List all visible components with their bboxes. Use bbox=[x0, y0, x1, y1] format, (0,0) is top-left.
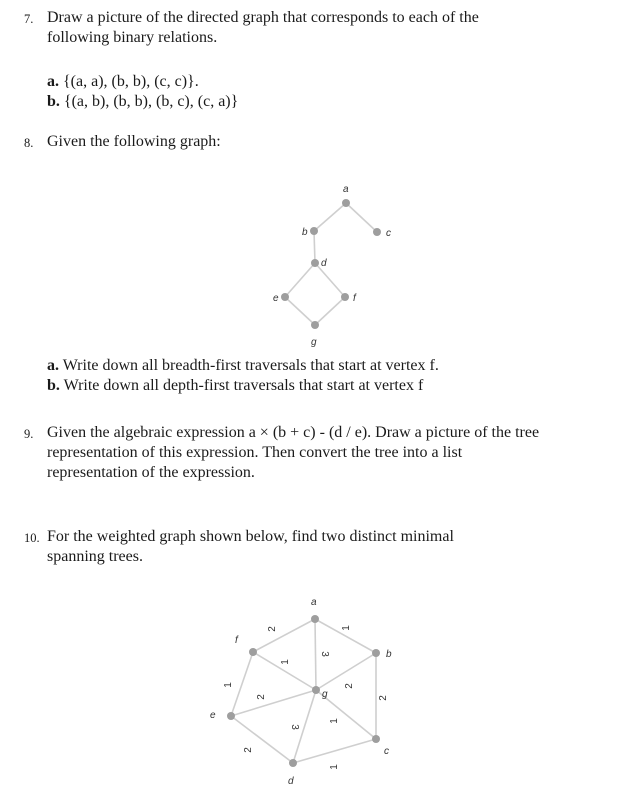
vertex-label-d: d bbox=[321, 258, 327, 269]
question-text-line: Draw a picture of the directed graph that corresponds to each of the bbox=[47, 9, 479, 26]
edge-d-c bbox=[293, 739, 376, 763]
vertex-label-e: e bbox=[210, 710, 216, 721]
vertex-c bbox=[372, 735, 380, 743]
question-text-line: representation of the expression. bbox=[47, 464, 255, 481]
subitem-text: Write down all breadth-first traversals that start at vertex f. bbox=[62, 357, 439, 374]
edge-weight: 3 bbox=[319, 651, 330, 657]
subitem-text: {(a, a), (b, b), (c, c)}. bbox=[63, 73, 199, 90]
graph-q10-edges bbox=[231, 619, 376, 763]
vertex-label-g: g bbox=[322, 689, 328, 700]
subitem-text: Write down all depth-first traversals that start at vertex f bbox=[63, 377, 424, 394]
subitem-label: b. bbox=[47, 93, 60, 110]
edge-weight: 1 bbox=[341, 625, 352, 631]
vertex-label-d: d bbox=[288, 776, 294, 787]
edge-weight: 1 bbox=[329, 718, 340, 724]
edge-weight: 2 bbox=[256, 694, 267, 700]
question-text-line: For the weighted graph shown below, find two distinct minimal bbox=[47, 528, 454, 545]
subitem-label: a. bbox=[47, 357, 59, 374]
vertex-e bbox=[227, 712, 235, 720]
vertex-g bbox=[312, 686, 320, 694]
vertex-label-a: a bbox=[311, 597, 317, 608]
edge-weight: 2 bbox=[344, 683, 355, 689]
question-text-line: following binary relations. bbox=[47, 29, 218, 46]
subitem-label: b. bbox=[47, 377, 60, 394]
vertex-label-f: f bbox=[235, 635, 238, 646]
edge-a-g bbox=[315, 619, 316, 690]
edge-a-b bbox=[315, 619, 376, 653]
question-text-line: Given the following graph: bbox=[47, 133, 221, 150]
question-number: 8. bbox=[24, 136, 34, 150]
question-text-line: representation of this expression. Then convert the tree into a list bbox=[47, 444, 463, 461]
edge-f-a bbox=[253, 619, 315, 652]
edge-weight: 1 bbox=[280, 659, 291, 665]
question-text-line: spanning trees. bbox=[47, 548, 143, 565]
edge-e-g bbox=[231, 690, 316, 716]
edge-weight: 3 bbox=[289, 724, 300, 730]
question-number: 9. bbox=[24, 427, 34, 441]
edge-weight: 2 bbox=[243, 747, 254, 753]
vertex-label-b: b bbox=[386, 649, 392, 660]
vertex-b bbox=[372, 649, 380, 657]
vertex-label-b: b bbox=[302, 227, 308, 238]
vertex-label-c: c bbox=[384, 746, 389, 757]
subitem-text: {(a, b), (b, b), (b, c), (c, a)} bbox=[63, 93, 239, 110]
edge-weight: 1 bbox=[329, 764, 340, 770]
graph-q10-vertex-labels bbox=[210, 597, 392, 787]
vertex-label-f: f bbox=[353, 293, 356, 304]
vertex-d bbox=[289, 759, 297, 767]
edge-weight: 2 bbox=[267, 626, 278, 632]
edge-weight: 2 bbox=[378, 695, 389, 701]
edge-f-e bbox=[231, 652, 253, 716]
vertex-label-a: a bbox=[343, 184, 349, 195]
vertex-f bbox=[249, 648, 257, 656]
vertex-label-g: g bbox=[311, 337, 317, 348]
edge-e-d bbox=[231, 716, 293, 763]
question-number: 10. bbox=[24, 531, 40, 545]
question-text-line: Given the algebraic expression a × (b + c) - (d / e). Draw a picture of the tree bbox=[47, 424, 540, 441]
question-number: 7. bbox=[24, 12, 34, 26]
vertex-label-c: c bbox=[386, 228, 391, 239]
subitem-label: a. bbox=[47, 73, 59, 90]
vertex-a bbox=[311, 615, 319, 623]
edge-weight: 1 bbox=[223, 682, 234, 688]
edge-f-g bbox=[253, 652, 316, 690]
vertex-label-e: e bbox=[273, 293, 279, 304]
